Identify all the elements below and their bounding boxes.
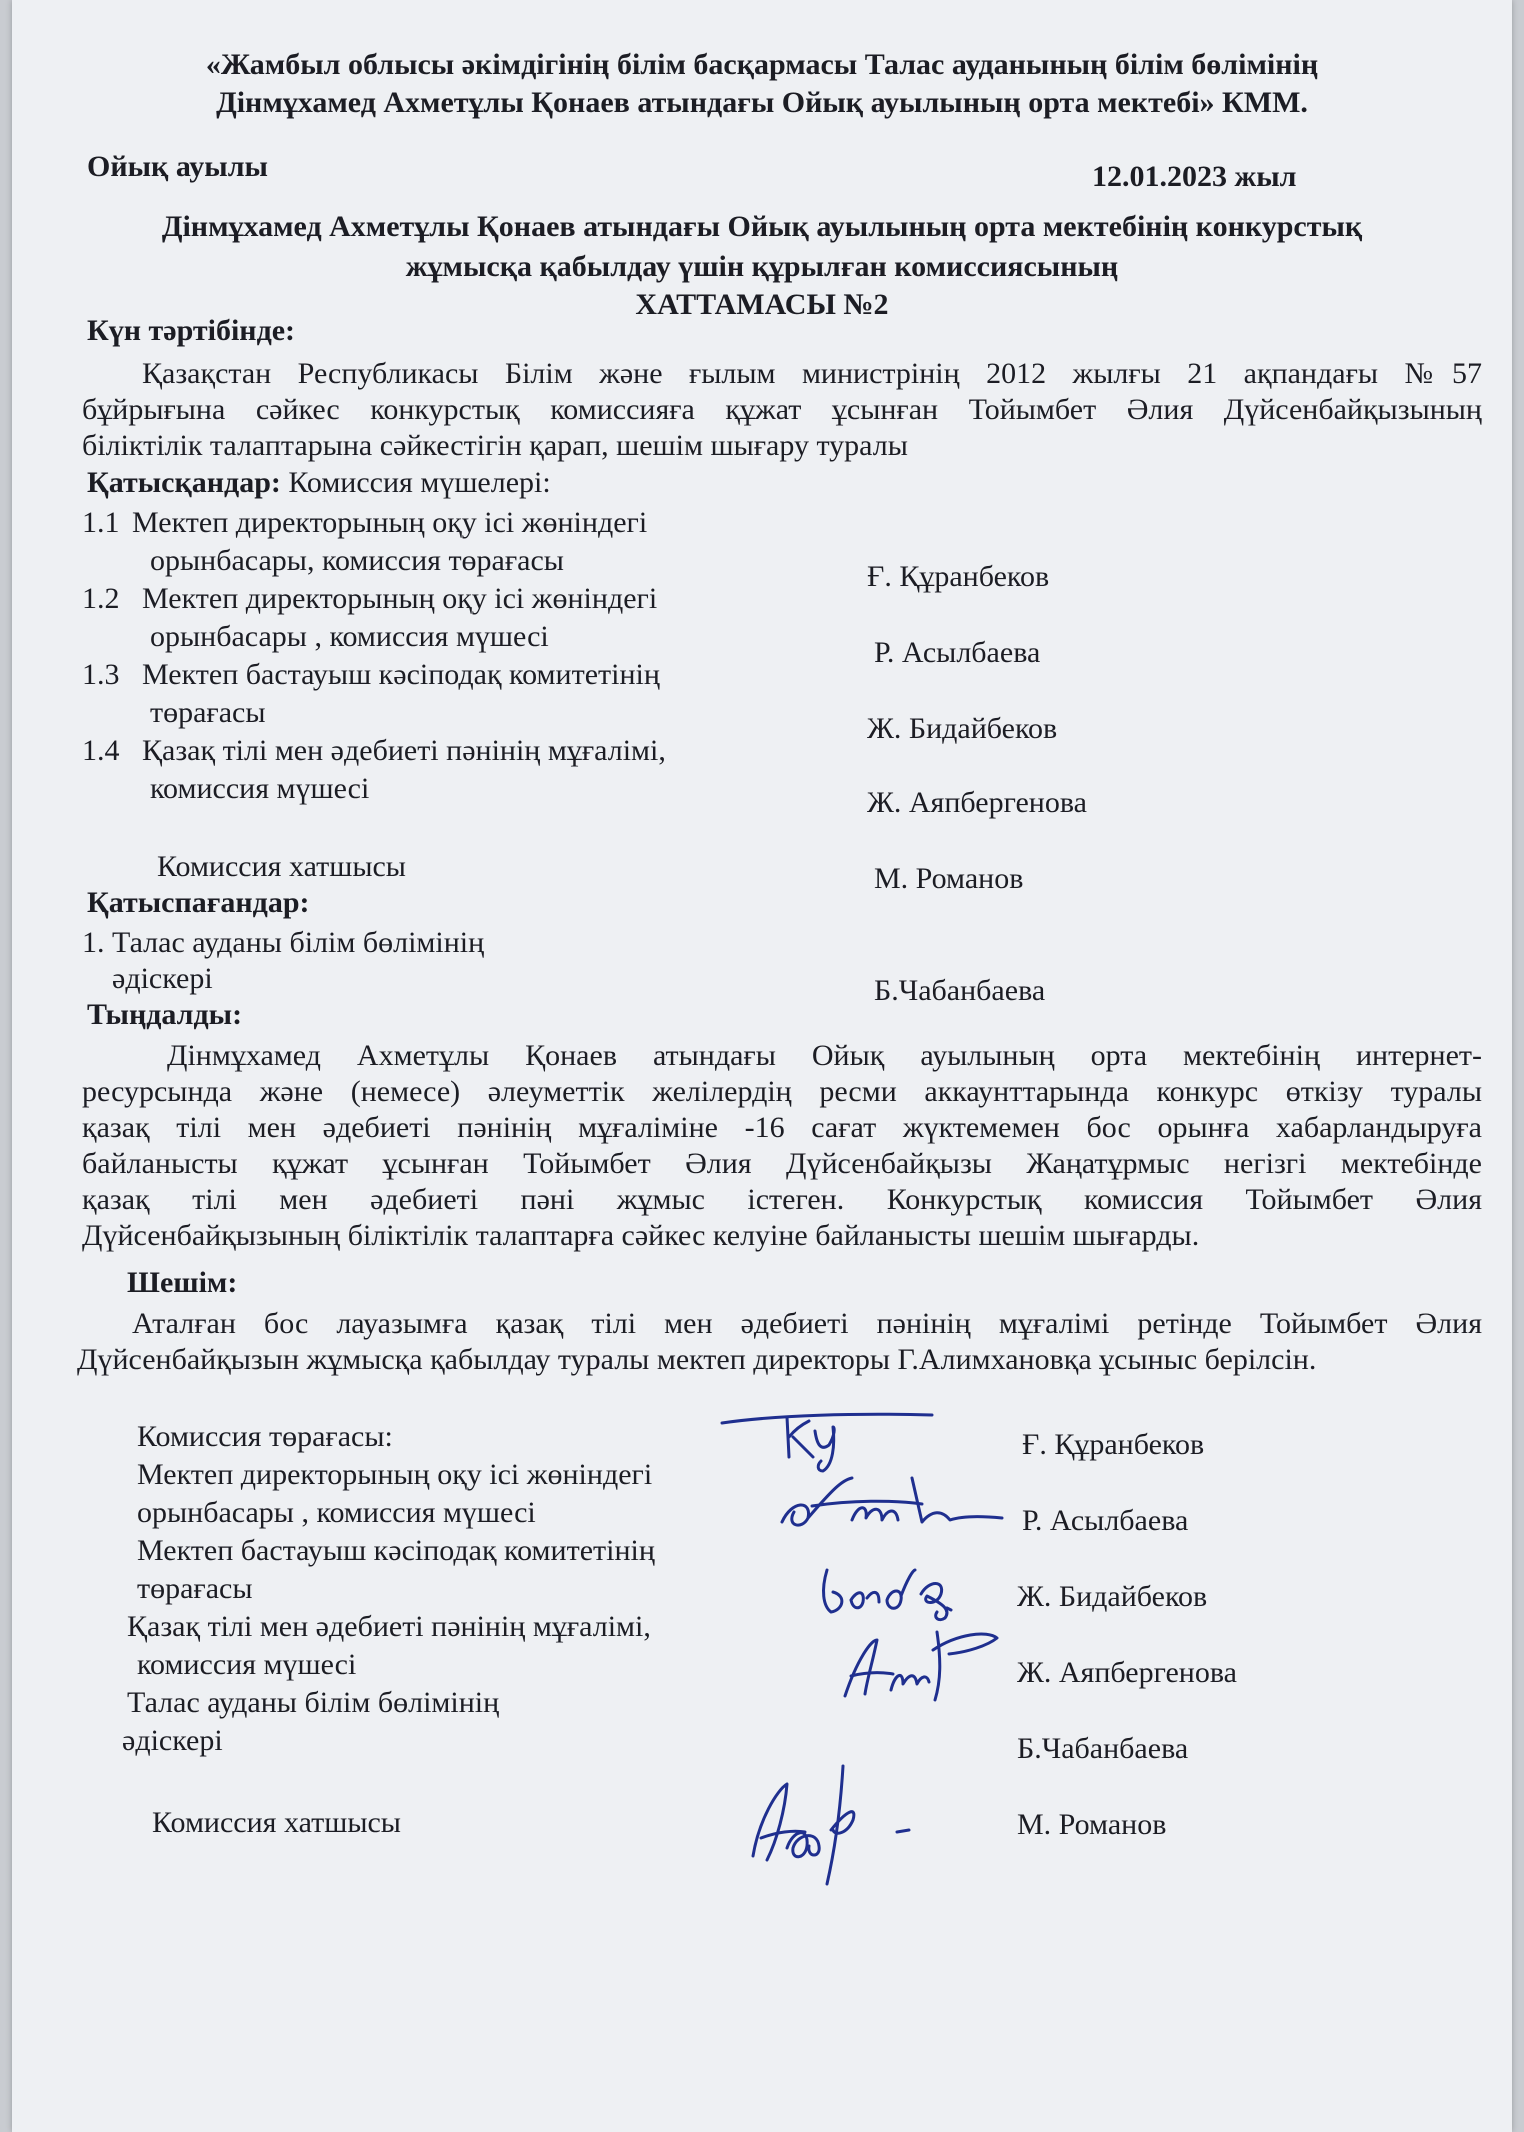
- member-1-role: Мектеп директорының оқу ісі жөніндегі: [132, 506, 648, 539]
- sig-methodist-role-cont: әдіскері: [122, 1724, 223, 1757]
- sig-secretary-name: М. Романов: [1017, 1808, 1167, 1841]
- sig-chair-name: Ғ. Құранбеков: [1022, 1428, 1205, 1461]
- sig-deputy-role: Мектеп директорының оқу ісі жөніндегі: [137, 1458, 653, 1491]
- attendees-heading: Қатысқандар:: [87, 466, 281, 499]
- decision-line: Дүйсенбайқызын жұмысқа қабылдау туралы мектеп директоры Г.Алимхановқа ұсыныс берілсін.: [77, 1343, 1317, 1376]
- sig-union-role-cont: төрағасы: [137, 1572, 253, 1605]
- org-header-line-1: «Жамбыл облысы әкімдігінің білім басқармасы Талас ауданының білім бөлімінің: [205, 48, 1319, 81]
- member-4-role-cont: комиссия мүшесі: [150, 772, 370, 805]
- agenda-text: [82, 356, 1482, 464]
- title-line-3: ХАТТАМАСЫ №2: [635, 288, 889, 321]
- absent-name: Б.Чабанбаева: [874, 974, 1046, 1007]
- member-3-name: Ж. Бидайбеков: [867, 712, 1058, 745]
- attendees-heading-row: [87, 466, 551, 500]
- sig-methodist-role: Талас ауданы білім бөлімінің: [127, 1686, 500, 1719]
- member-1-num: 1.1: [82, 506, 120, 539]
- member-3-num: 1.3: [82, 658, 120, 691]
- sig-deputy-name: Р. Асылбаева: [1022, 1504, 1189, 1537]
- member-3-role-cont: төрағасы: [150, 696, 266, 729]
- secretary-role: Комиссия хатшысы: [157, 850, 406, 883]
- member-4-name: Ж. Аяпбергенова: [867, 786, 1087, 819]
- attendees-subheading: Комиссия мүшелері:: [288, 466, 551, 499]
- decision-text: [77, 1306, 1482, 1378]
- member-2-num: 1.2: [82, 582, 120, 615]
- heard-line: байланысты құжат ұсынған Тойымбет Әлия Дүйсенбайқызы Жаңатұрмыс негізгі мектебінде: [82, 1147, 1482, 1180]
- title-line-2: жұмысқа қабылдау үшін құрылған комиссиясының: [405, 250, 1119, 283]
- org-header-line-2: Дінмұхамед Ахметұлы Қонаев атындағы Ойық ауылының орта мектебі» КММ.: [216, 86, 1308, 119]
- agenda-line: бұйрығына сәйкес конкурстық комиссияға құжат ұсынған Тойымбет Әлия Дүйсенбайқызының: [82, 393, 1482, 426]
- decision-line: Аталған бос лауазымға қазақ тілі мен әдебиеті пәнінің мұғалімі ретінде Тойымбет Әлия: [132, 1307, 1482, 1340]
- member-2-name: Р. Асылбаева: [874, 636, 1041, 669]
- signature-secretary: [747, 1760, 937, 1895]
- agenda-line: Қазақстан Республикасы Білім және ғылым министрінің 2012 жылғы 21 ақпандағы №57: [142, 357, 1482, 390]
- heard-text: [82, 1038, 1482, 1254]
- date: 12.01.2023 жыл: [1092, 160, 1297, 193]
- signature-teacher: [837, 1620, 1017, 1715]
- heard-line: ресурсында және (немесе) әлеуметтік желілердің ресми аккаунттарында конкурс өткізу туралы: [82, 1075, 1482, 1108]
- signature-deputy: [772, 1460, 1012, 1545]
- agenda-line: біліктілік талаптарына сәйкестігін қарап, шешім шығару туралы: [82, 429, 908, 462]
- member-2-role: Мектеп директорының оқу ісі жөніндегі: [142, 582, 658, 615]
- member-4-role: Қазақ тілі мен әдебиеті пәнінің мұғалімі,: [142, 734, 666, 767]
- absent-role-cont: әдіскері: [112, 962, 213, 995]
- sig-methodist-name: Б.Чабанбаева: [1017, 1732, 1189, 1765]
- member-3-role: Мектеп бастауыш кәсіподақ комитетінің: [142, 658, 660, 691]
- absent-role: 1. Талас ауданы білім бөлімінің: [82, 926, 485, 959]
- secretary-name: М. Романов: [874, 862, 1024, 895]
- sig-union-name: Ж. Бидайбеков: [1017, 1580, 1208, 1613]
- member-1-role-cont: орынбасары, комиссия төрағасы: [150, 544, 564, 577]
- sig-deputy-role-cont: орынбасары , комиссия мүшесі: [137, 1496, 536, 1529]
- decision-heading: Шешім:: [127, 1266, 238, 1299]
- place: Ойық ауылы: [87, 150, 268, 183]
- sig-teacher-role: Қазақ тілі мен әдебиеті пәнінің мұғалімі,: [127, 1610, 651, 1643]
- heard-heading: Тыңдалды:: [87, 998, 243, 1031]
- heard-line: Дінмұхамед Ахметұлы Қонаев атындағы Ойық ауылының орта мектебінің интернет-: [167, 1039, 1482, 1072]
- heard-line: қазақ тілі мен әдебиеті пәнінің мұғаліміне -16 сағат жүктемемен бос орынға хабарландыруға: [82, 1111, 1482, 1144]
- agenda-heading: Күн тәртібінде:: [87, 314, 296, 347]
- heard-line: қазақ тілі мен әдебиеті пәні жұмыс істеген. Конкурстық комиссия Тойымбет Әлия: [82, 1183, 1482, 1216]
- document-page: [12, 0, 1512, 2132]
- sig-secretary-role: Комиссия хатшысы: [152, 1806, 401, 1839]
- title-line-1: Дінмұхамед Ахметұлы Қонаев атындағы Ойық ауылының орта мектебінің конкурстық: [161, 210, 1363, 243]
- member-2-role-cont: орынбасары , комиссия мүшесі: [150, 620, 549, 653]
- member-1-name: Ғ. Құранбеков: [867, 560, 1050, 593]
- sig-teacher-name: Ж. Аяпбергенова: [1017, 1656, 1237, 1689]
- sig-teacher-role-cont: комиссия мүшесі: [137, 1648, 357, 1681]
- heard-line: Дүйсенбайқызының біліктілік талаптарға сәйкес келуіне байланысты шешім шығарды.: [82, 1219, 1200, 1252]
- absent-heading: Қатыспағандар:: [87, 886, 310, 919]
- member-4-num: 1.4: [82, 734, 120, 767]
- sig-union-role: Мектеп бастауыш кәсіподақ комитетінің: [137, 1534, 655, 1567]
- sig-chair-role: Комиссия төрағасы:: [137, 1420, 393, 1453]
